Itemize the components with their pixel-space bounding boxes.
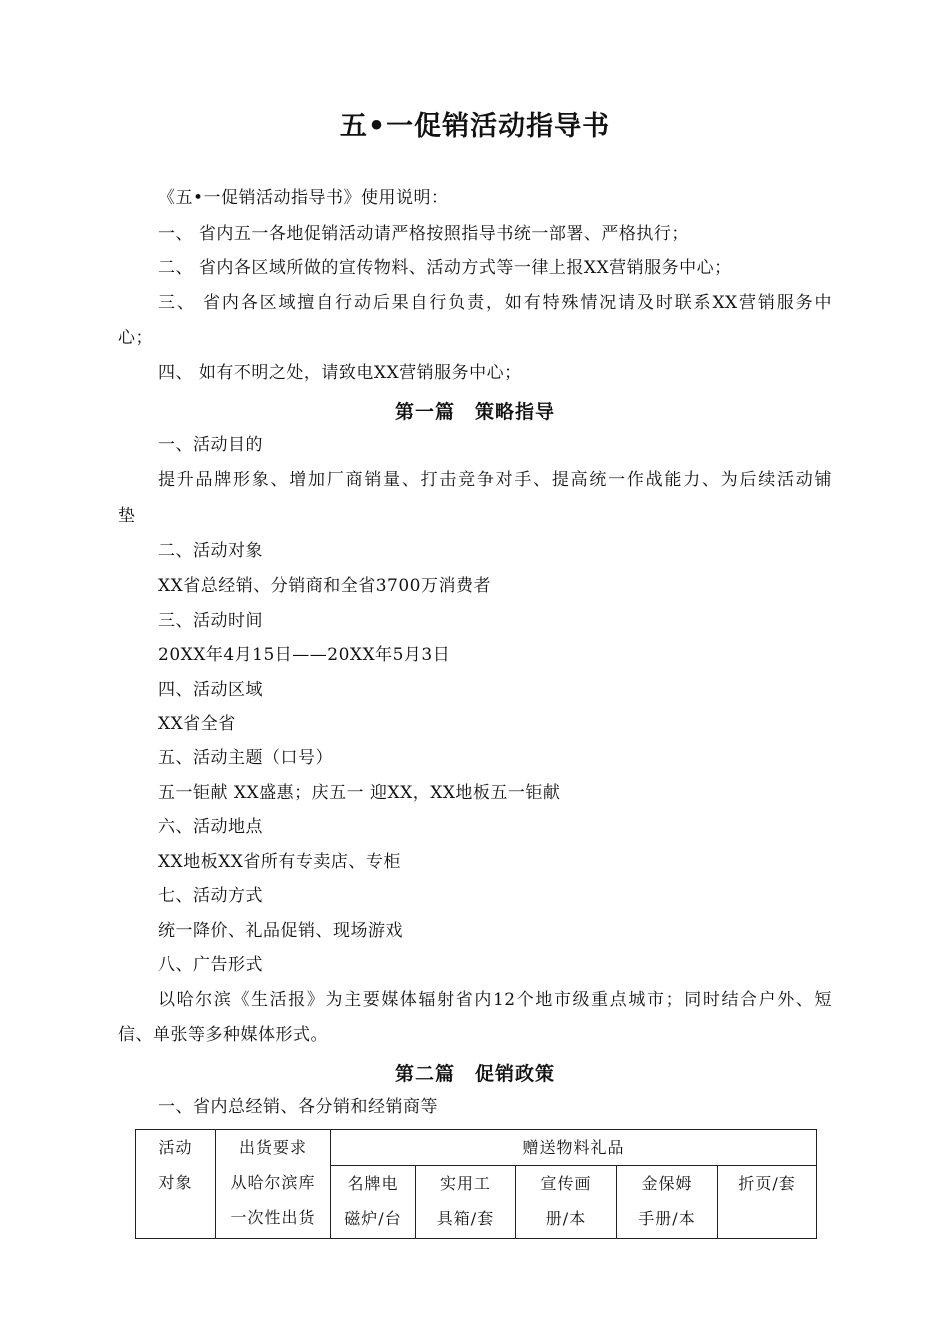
part2-title: 第二篇 促销政策: [394, 1063, 555, 1085]
header-cell-target: [136, 1130, 216, 1239]
theme-text: 五一钜献 XX盛惠；庆五一 迎XX，XX地板五一钜献: [158, 783, 561, 803]
gift2-line1: 实用工: [439, 1174, 491, 1193]
gift1-line1: 名牌电: [347, 1174, 399, 1193]
ad-text-continued: 信、单张等多种媒体形式。: [118, 1025, 328, 1045]
gift2-line2: 具箱/套: [436, 1209, 495, 1228]
theme-label: 五、活动主题（口号）: [158, 748, 333, 768]
instruction-item-3: 三、 省内各区域擅自行动后果自行负责，如有特殊情况请及时联系XX营销服务中: [158, 293, 832, 313]
header-target-line1: 活动: [158, 1138, 193, 1157]
place-label: 六、活动地点: [158, 817, 263, 837]
gift-col-leaflet: 折页/套: [718, 1166, 817, 1239]
header-req-line3: 一次性出货: [230, 1208, 316, 1227]
method-label: 七、活动方式: [158, 886, 263, 906]
header-cell-requirement: [216, 1130, 331, 1239]
area-text: XX省全省: [158, 714, 236, 734]
method-text: 统一降价、礼品促销、现场游戏: [158, 921, 403, 941]
gift4-line2: 手册/本: [638, 1209, 696, 1228]
ad-label: 八、广告形式: [158, 955, 263, 975]
header-req-line2: 从哈尔滨库: [230, 1173, 316, 1192]
header-target-line2: 对象: [158, 1173, 193, 1192]
gift-table: [135, 1129, 817, 1239]
gift-col-handbook: [617, 1166, 718, 1239]
instructions-heading: 《五•一促销活动指导书》使用说明：: [158, 188, 449, 208]
part1-title: 第一篇 策略指导: [394, 401, 555, 423]
gift-col-induction-cooker: [331, 1166, 416, 1239]
document-title: 五•一促销活动指导书: [339, 111, 611, 142]
goal-label: 一、活动目的: [158, 435, 263, 455]
gift3-line2: 册/本: [545, 1209, 587, 1228]
gift1-line2: 磁炉/台: [344, 1209, 402, 1228]
table-header-row: [136, 1130, 817, 1166]
time-label: 三、活动时间: [158, 611, 263, 631]
instruction-item-1: 一、 省内五一各地促销活动请严格按照指导书统一部署、严格执行；: [158, 224, 689, 244]
instruction-item-4: 四、 如有不明之处，请致电XX营销服务中心；: [158, 363, 522, 383]
instruction-item-2: 二、 省内各区域所做的宣传物料、活动方式等一律上报XX营销服务中心；: [158, 258, 732, 278]
goal-text-continued: 垫: [118, 506, 136, 526]
header-req-line1: 出货要求: [238, 1138, 307, 1157]
goal-text: 提升品牌形象、增加厂商销量、打击竞争对手、提高统一作战能力、为后续活动铺: [158, 470, 832, 490]
target-label: 二、活动对象: [158, 541, 263, 561]
gift-col-toolbox: [416, 1166, 516, 1239]
target-text: XX省总经销、分销商和全省3700万消费者: [158, 576, 491, 596]
gift3-line1: 宣传画: [540, 1174, 592, 1193]
time-text: 20XX年4月15日——20XX年5月3日: [158, 645, 451, 665]
place-text: XX地板XX省所有专卖店、专柜: [158, 852, 401, 872]
header-cell-gifts: 赠送物料礼品: [331, 1130, 817, 1166]
gift4-line1: 金保姆: [641, 1174, 693, 1193]
ad-text: 以哈尔滨《生活报》为主要媒体辐射省内12个地市级重点城市；同时结合户外、短: [158, 990, 832, 1010]
part2-subheading-1: 一、省内总经销、各分销和经销商等: [158, 1097, 438, 1117]
instruction-item-3-continued: 心；: [118, 328, 153, 348]
gift-col-brochure: [516, 1166, 617, 1239]
area-label: 四、活动区域: [158, 680, 263, 700]
